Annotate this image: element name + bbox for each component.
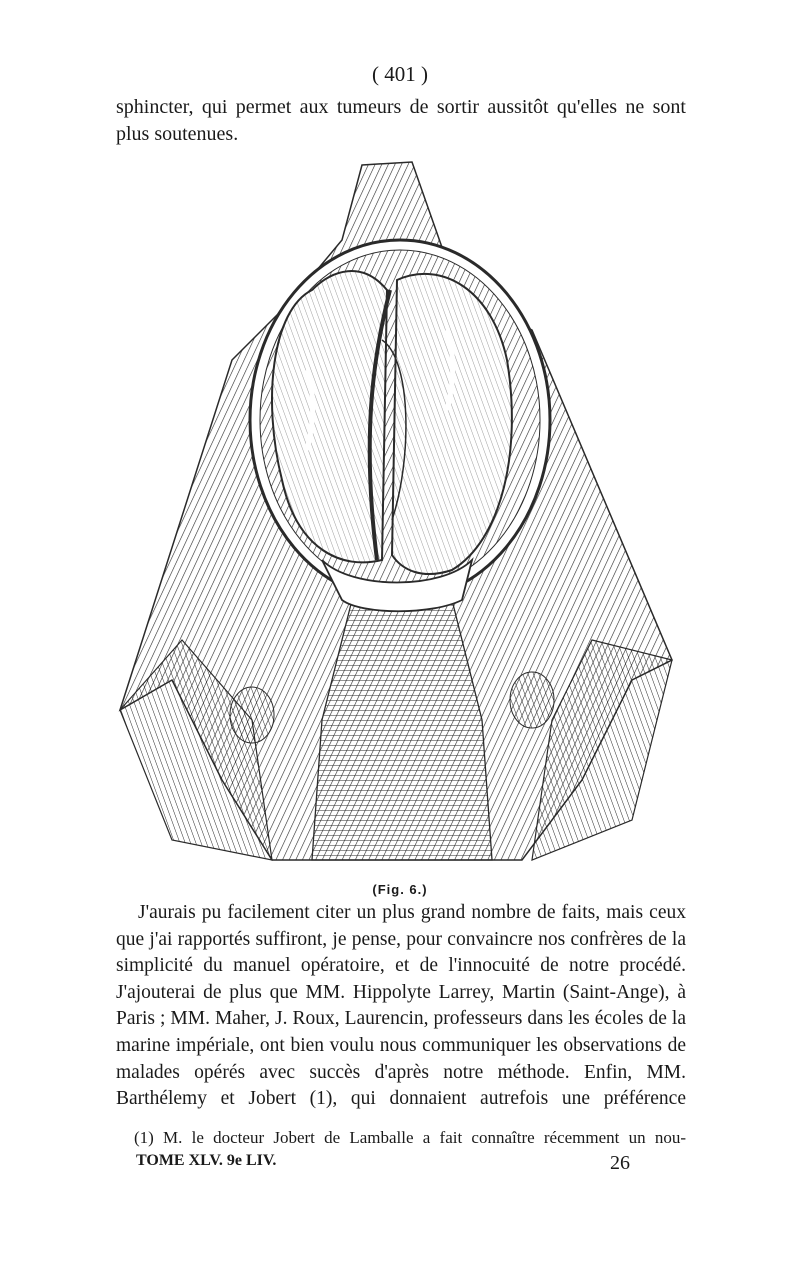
figure-caption: (Fig. 6.) (372, 882, 428, 897)
page-number: ( 401 ) (372, 62, 428, 86)
body-paragraph (116, 900, 686, 1113)
figure-illustration (112, 160, 688, 880)
top-paragraph: sphincter, qui permet aux tumeurs de sortir aussitôt qu'elles ne sont plus soutenues. (116, 96, 686, 145)
footer-signature-number: 26 (610, 1152, 630, 1174)
page-footer (136, 1152, 630, 1175)
footnote (116, 1127, 686, 1149)
footnote-text: (1) M. le docteur Jobert de Lamballe a fait connaître récemment un nou- (134, 1128, 686, 1147)
footer-volume-label: TOME XLV. 9e LIV. (136, 1152, 277, 1169)
anatomical-engraving-icon (112, 160, 688, 880)
body-paragraph-text: J'aurais pu facilement citer un plus grand nombre de faits, mais ceux que j'ai rapportés suffiront, je pense, pour convaincre nos confrères de la simplicité du manuel opératoire, et de l'innocuité de notre procédé. J'ajouterai de plus que MM. Hippolyte Larrey, Martin (Saint-Ange), à Paris ; MM. Maher, J. Roux, Laurencin, professeurs dans les écoles de la marine impériale, ont bien voulu nous communiquer les observations de malades opérés avec succès d'après notre méthode. Enfin, MM. Barthélemy et Jobert (1), qui donnaient autrefois une préférence (116, 902, 686, 1110)
